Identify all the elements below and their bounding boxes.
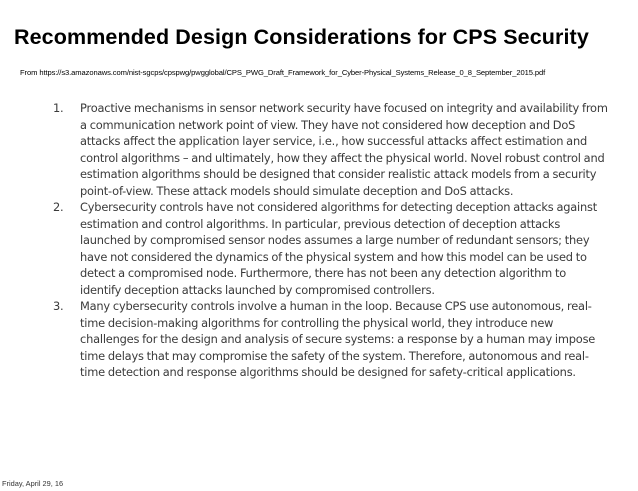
document-excerpt: [40, 100, 610, 435]
list-item: [40, 298, 610, 381]
source-citation: From https://s3.amazonaws.com/nist-sgcps/cpspwg/pwgglobal/CPS_PWG_Draft_Framework_for_Cyber-Physical_Systems_Release_0_8_September_2015.pdf: [20, 68, 546, 77]
list-item-number: 3.: [53, 299, 64, 313]
list-item-text: Many cybersecurity controls involve a human in the loop. Because CPS use autonomous, real-time decision-making algorithms for controlling the physical world, they introduce new challenges for the design and analysis of secure systems: a response by a human may impose time delays that may compromise the safety of the system. Therefore, autonomous and real-time detection and response algorithms should be designed for safety-critical applications.: [80, 299, 596, 379]
slide-title: Recommended Design Considerations for CPS Security: [14, 25, 589, 49]
list-item: [40, 100, 610, 199]
list-item-number: 1.: [53, 101, 64, 115]
list-item-number: 2.: [53, 200, 64, 214]
list-item-text: Cybersecurity controls have not considered algorithms for detecting deception attacks against estimation and control algorithms. In particular, previous detection of deception attacks launched by compromised sensor nodes assumes a large number of redundant sensors; they have not considered the dynamics of the physical system and how this model can be used to detect a compromised node. Furthermore, there has not been any detection algorithm to identify deception attacks launched by compromised controllers.: [80, 200, 598, 297]
list-item-text: Proactive mechanisms in sensor network security have focused on integrity and availability from a communication network point of view. They have not considered how deception and DoS attacks affect the application layer service, i.e., how successful attacks affect estimation and control algorithms – and ultimately, how they affect the physical world. Novel robust control and estimation algorithms should be designed that consider realistic attack models from a security point-of-view. These attack models should simulate deception and DoS attacks.: [80, 101, 608, 198]
list-item: [40, 199, 610, 298]
numbered-list: [40, 100, 610, 381]
footer-date: Friday, April 29, 16: [2, 479, 64, 488]
